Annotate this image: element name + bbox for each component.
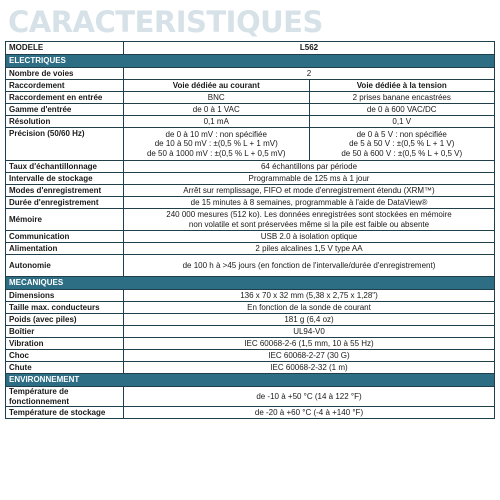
spec-label: Mémoire bbox=[6, 209, 124, 231]
spec-value: USB 2.0 à isolation optique bbox=[124, 231, 495, 243]
spec-label: Chute bbox=[6, 362, 124, 374]
spec-label: Raccordement bbox=[6, 80, 124, 92]
spec-label: Précision (50/60 Hz) bbox=[6, 128, 124, 161]
spec-label: Nombre de voies bbox=[6, 68, 124, 80]
spec-value-voltage bbox=[309, 128, 495, 161]
page-title: CARACTERISTIQUES bbox=[8, 5, 323, 39]
spec-label: Durée d'enregistrement bbox=[6, 197, 124, 209]
spec-value: 2 bbox=[124, 68, 495, 80]
spec-row bbox=[6, 104, 495, 116]
section-header-electriques: ELECTRIQUES bbox=[6, 55, 495, 68]
spec-value bbox=[124, 209, 495, 231]
spec-value: IEC 60068-2-32 (1 m) bbox=[124, 362, 495, 374]
spec-value-current: de 0 à 1 VAC bbox=[124, 104, 310, 116]
precision-line: de 0 à 5 V : non spécifiée bbox=[356, 129, 447, 139]
spec-label: Poids (avec piles) bbox=[6, 314, 124, 326]
spec-value: de 15 minutes à 8 semaines, programmable à l'aide de DataView® bbox=[124, 197, 495, 209]
spec-label: Intervalle de stockage bbox=[6, 173, 124, 185]
spec-row bbox=[6, 387, 495, 407]
spec-row bbox=[6, 68, 495, 80]
spec-value-voltage: de 0 à 600 VAC/DC bbox=[309, 104, 495, 116]
spec-value: IEC 60068-2-27 (30 G) bbox=[124, 350, 495, 362]
spec-value: de -20 à +60 °C (-4 à +140 °F) bbox=[124, 407, 495, 419]
spec-row bbox=[6, 197, 495, 209]
memory-line: 240 000 mesures (512 ko). Les données enregistrées sont stockées en mémoire bbox=[166, 210, 452, 219]
spec-label: Communication bbox=[6, 231, 124, 243]
section-electriques bbox=[6, 55, 495, 68]
model-row bbox=[6, 42, 495, 55]
spec-row bbox=[6, 173, 495, 185]
precision-line: de 5 à 50 V : ±(0,5 % L + 1 V) bbox=[349, 139, 455, 149]
spec-value: de -10 à +50 °C (14 à 122 °F) bbox=[124, 387, 495, 407]
spec-row bbox=[6, 314, 495, 326]
spec-row bbox=[6, 80, 495, 92]
spec-value: de 100 h à >45 jours (en fonction de l'intervalle/durée d'enregistrement) bbox=[124, 255, 495, 277]
spec-row bbox=[6, 243, 495, 255]
spec-label: Taille max. conducteurs bbox=[6, 302, 124, 314]
memory-line: non volatile et sont préservées même si la pile est faible ou absente bbox=[188, 219, 430, 229]
spec-value-current: BNC bbox=[124, 92, 310, 104]
spec-label: Alimentation bbox=[6, 243, 124, 255]
spec-value-current: 0,1 mA bbox=[124, 116, 310, 128]
spec-label: Dimensions bbox=[6, 290, 124, 302]
spec-row bbox=[6, 116, 495, 128]
precision-line: de 50 à 1000 mV : ±(0,5 % L + 0,5 mV) bbox=[146, 148, 286, 158]
spec-row bbox=[6, 290, 495, 302]
spec-row bbox=[6, 338, 495, 350]
spec-label: Résolution bbox=[6, 116, 124, 128]
spec-label: Modes d'enregistrement bbox=[6, 185, 124, 197]
spec-label: Choc bbox=[6, 350, 124, 362]
spec-value: Programmable de 125 ms à 1 jour bbox=[124, 173, 495, 185]
spec-row bbox=[6, 350, 495, 362]
section-environnement bbox=[6, 374, 495, 387]
model-label: MODELE bbox=[6, 42, 124, 55]
spec-label: Température de fonctionnement bbox=[6, 387, 124, 407]
section-mecaniques bbox=[6, 277, 495, 290]
channel-current-header: Voie dédiée au courant bbox=[124, 80, 310, 92]
spec-value: 64 échantillons par période bbox=[124, 161, 495, 173]
spec-row bbox=[6, 209, 495, 231]
spec-value: 2 piles alcalines 1,5 V type AA bbox=[124, 243, 495, 255]
spec-label: Vibration bbox=[6, 338, 124, 350]
spec-label: Température de stockage bbox=[6, 407, 124, 419]
spec-value: IEC 60068-2-6 (1,5 mm, 10 à 55 Hz) bbox=[124, 338, 495, 350]
spec-value-voltage: 0,1 V bbox=[309, 116, 495, 128]
model-value: L562 bbox=[124, 42, 495, 55]
spec-row bbox=[6, 407, 495, 419]
spec-row bbox=[6, 362, 495, 374]
spec-value: 181 g (6,4 oz) bbox=[124, 314, 495, 326]
spec-row bbox=[6, 161, 495, 173]
precision-line: de 10 à 50 mV : ±(0,5 % L + 1 mV) bbox=[154, 139, 278, 149]
precision-line: de 50 à 600 V : ±(0,5 % L + 0,5 V) bbox=[341, 148, 463, 158]
spec-value: UL94-V0 bbox=[124, 326, 495, 338]
channel-voltage-header: Voie dédiée à la tension bbox=[309, 80, 495, 92]
spec-label: Raccordement en entrée bbox=[6, 92, 124, 104]
spec-label: Gamme d'entrée bbox=[6, 104, 124, 116]
spec-row bbox=[6, 255, 495, 277]
spec-row bbox=[6, 326, 495, 338]
precision-line: de 0 à 10 mV : non spécifiée bbox=[165, 129, 267, 139]
spec-value: Arrêt sur remplissage, FIFO et mode d'enregistrement étendu (XRM™) bbox=[124, 185, 495, 197]
spec-label: Autonomie bbox=[6, 255, 124, 277]
spec-value-voltage: 2 prises banane encastrées bbox=[309, 92, 495, 104]
spec-value: En fonction de la sonde de courant bbox=[124, 302, 495, 314]
spec-row bbox=[6, 231, 495, 243]
spec-row bbox=[6, 128, 495, 161]
spec-table bbox=[5, 41, 495, 419]
spec-row bbox=[6, 185, 495, 197]
spec-row bbox=[6, 92, 495, 104]
spec-value: 136 x 70 x 32 mm (5,38 x 2,75 x 1,28") bbox=[124, 290, 495, 302]
spec-value-current bbox=[124, 128, 310, 161]
spec-label: Taux d'échantillonnage bbox=[6, 161, 124, 173]
spec-label: Boîtier bbox=[6, 326, 124, 338]
section-header-mecaniques: MECANIQUES bbox=[6, 277, 495, 290]
spec-row bbox=[6, 302, 495, 314]
section-header-environnement: ENVIRONNEMENT bbox=[6, 374, 495, 387]
